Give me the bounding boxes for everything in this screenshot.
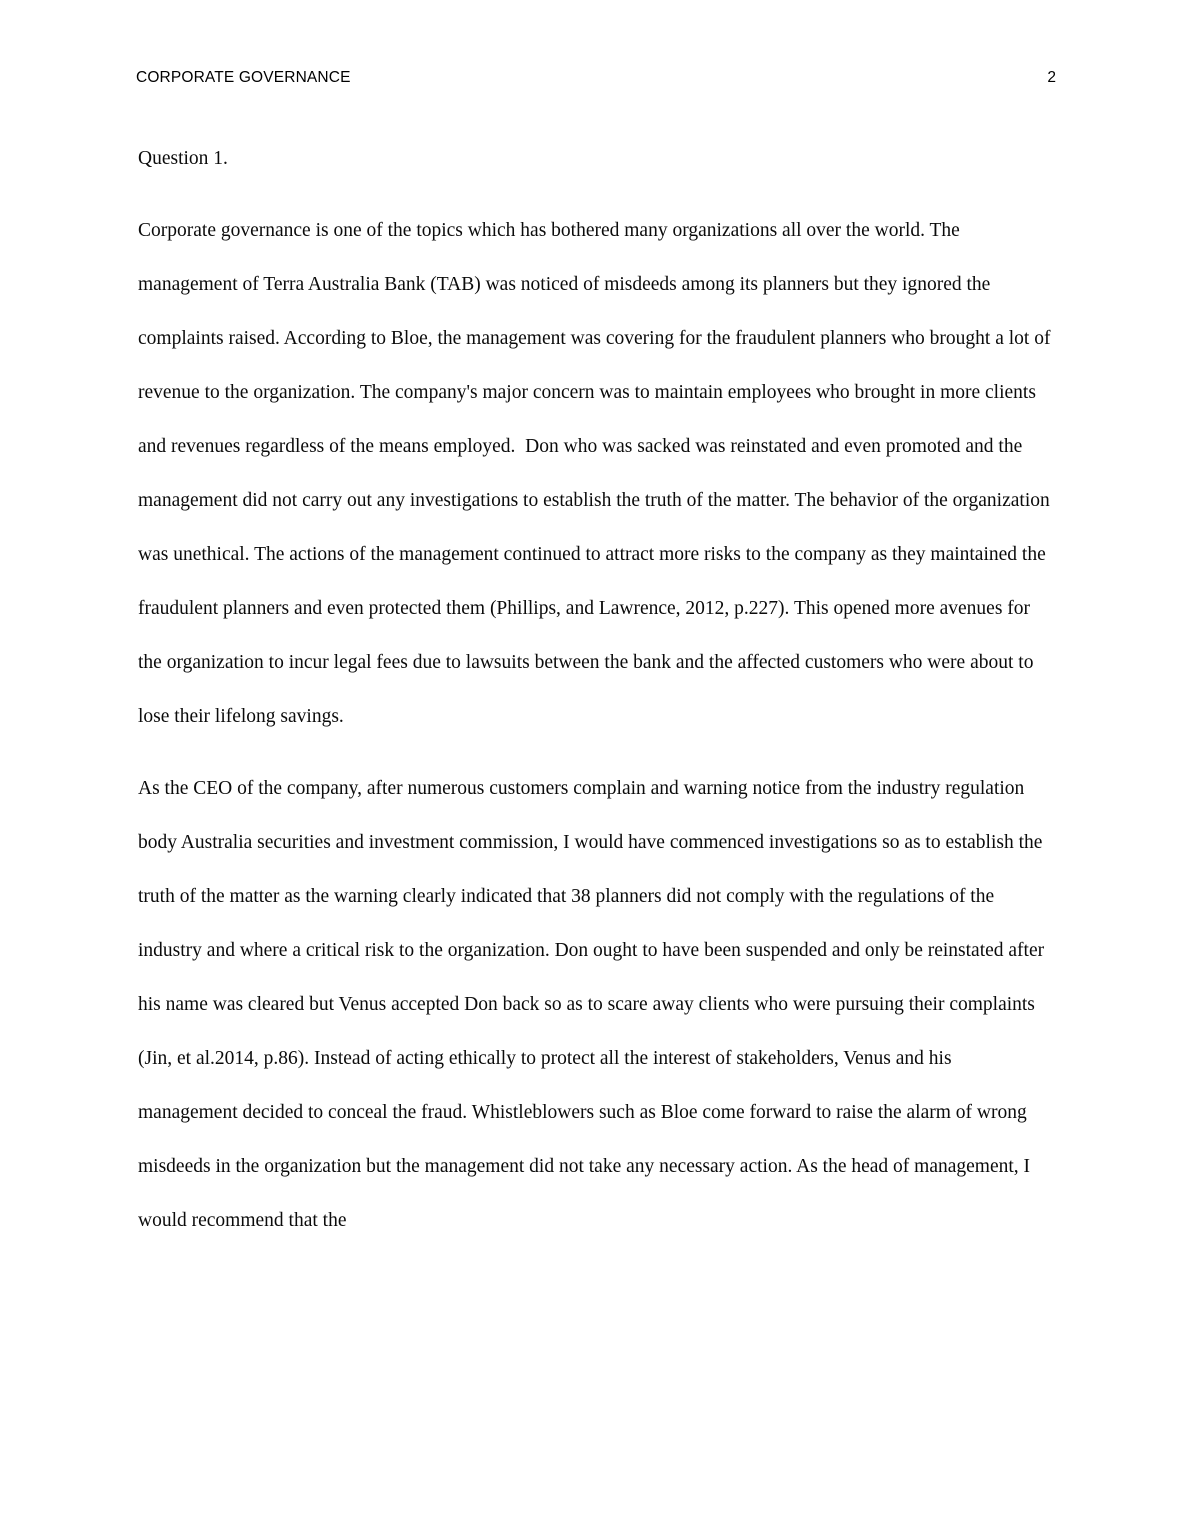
header-title: CORPORATE GOVERNANCE <box>136 69 351 86</box>
running-header <box>136 70 1056 94</box>
document-body <box>138 132 1056 1248</box>
question-label: Question 1. <box>138 148 228 169</box>
body-paragraph: Corporate governance is one of the topics which has bothered many organizations all over the world. The management of Terra Australia Bank (TAB) was noticed of misdeeds among its planners but they ignored the complaints raised. According to Bloe, the management was covering for the fraudulent planners who brought a lot of revenue to the organization. The company's major concern was to maintain employees who brought in more clients and revenues regardless of the means employed. Don who was sacked was reinstated and even promoted and the management did not carry out any investigations to establish the truth of the matter. The behavior of the organization was unethical. The actions of the management continued to attract more risks to the company as they maintained the fraudulent planners and even protected them (Phillips, and Lawrence, 2012, p.227). This opened more avenues for the organization to incur legal fees due to lawsuits between the bank and the affected customers who were about to lose their lifelong savings. <box>138 220 1056 727</box>
page-number: 2 <box>1047 69 1056 86</box>
body-paragraph: As the CEO of the company, after numerous customers complain and warning notice from the industry regulation body Australia securities and investment commission, I would have commenced investigations so as to establish the truth of the matter as the warning clearly indicated that 38 planners did not comply with the regulations of the industry and where a critical risk to the organization. Don ought to have been suspended and only be reinstated after his name was cleared but Venus accepted Don back so as to scare away clients who were pursuing their complaints (Jin, et al.2014, p.86). Instead of acting ethically to protect all the interest of stakeholders, Venus and his management decided to conceal the fraud. Whistleblowers such as Bloe come forward to raise the alarm of wrong misdeeds in the organization but the management did not take any necessary action. As the head of management, I would recommend that the <box>138 778 1049 1231</box>
